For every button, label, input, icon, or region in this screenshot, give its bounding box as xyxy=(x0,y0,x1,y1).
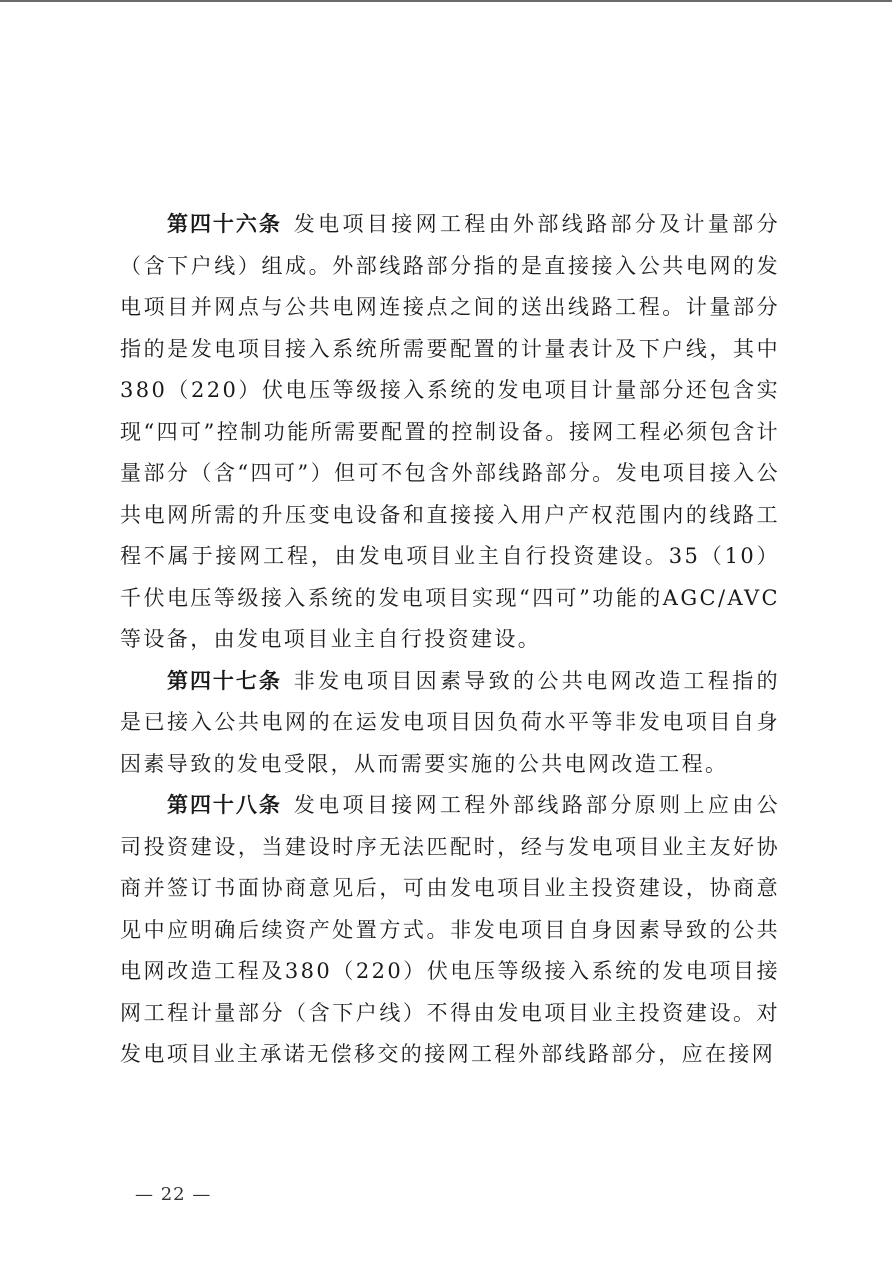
article-47-title: 第四十七条 xyxy=(167,668,282,693)
article-48-title: 第四十八条 xyxy=(167,793,282,817)
article-48 xyxy=(120,785,780,1076)
article-47 xyxy=(120,661,780,786)
document-body xyxy=(120,204,780,1076)
article-48-text: 发电项目接网工程外部线路部分原则上应由公司投资建设，当建设时序无法匹配时，经与发电项目业主友好协商并签订书面协商意见后，可由发电项目业主投资建设，协商意见中应明确后续资产处置方式。非发电项目自身因素导致的公共电网改造工程及380（220）伏电压等级接入系统的发电项目接网工程计量部分（含下户线）不得由发电项目业主投资建设。对发电项目业主承诺无偿移交的接网工程外部线路部分，应在接网 xyxy=(120,793,781,1066)
article-46 xyxy=(120,204,780,661)
article-46-title: 第四十六条 xyxy=(167,212,282,236)
top-border-line xyxy=(0,0,892,2)
article-46-text: 发电项目接网工程由外部线路部分及计量部分（含下户线）组成。外部线路部分指的是直接接入公共电网的发电项目并网点与公共电网连接点之间的送出线路工程。计量部分指的是发电项目接入系统所需要配置的计量表计及下户线，其中380（220）伏电压等级接入系统的发电项目计量部分还包含实现“四可”控制功能所需要配置的控制设备。接网工程必须包含计量部分（含“四可”）但可不包含外部线路部分。发电项目接入公共电网所需的升压变电设备和直接接入用户产权范围内的线路工程不属于接网工程，由发电项目业主自行投资建设。35（10）千伏电压等级接入系统的发电项目实现“四可”功能的AGC/AVC等设备，由发电项目业主自行投资建设。 xyxy=(120,212,781,651)
article-47-text: 非发电项目因素导致的公共电网改造工程指的是已接入公共电网的在运发电项目因负荷水平等非发电项目自身因素导致的发电受限，从而需要实施的公共电网改造工程。 xyxy=(120,668,781,776)
page-number: — 22 — xyxy=(135,1184,212,1205)
